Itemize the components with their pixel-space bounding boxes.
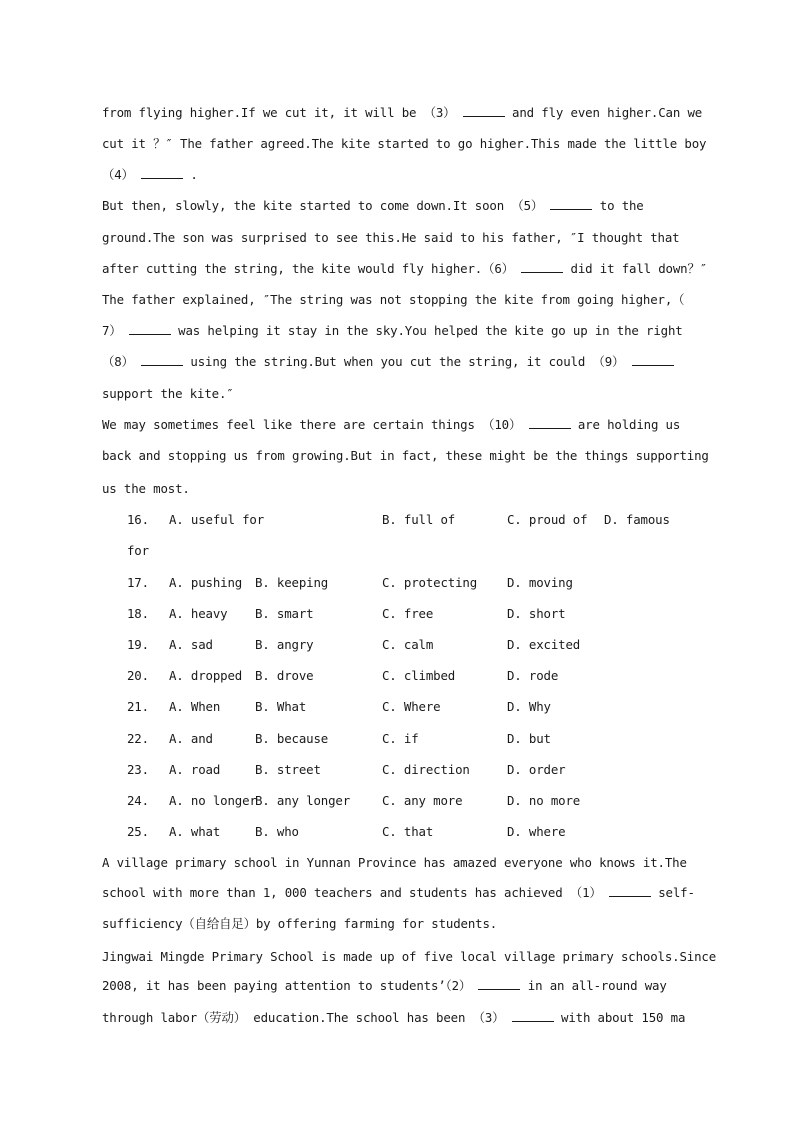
option-a: A. what — [169, 824, 221, 839]
question-number: 20. — [127, 668, 149, 683]
answer-blank — [609, 885, 651, 897]
passage-line — [102, 417, 694, 433]
option-d: D. but — [507, 731, 551, 746]
text: with about 150 ma — [553, 1010, 686, 1025]
text: using the string.But when you cut the string, it could （9） — [183, 354, 632, 369]
option-c: C. proud of — [507, 512, 588, 527]
question-number: 22. — [127, 731, 149, 746]
option-d: D. rode — [507, 668, 559, 683]
text: （8） — [102, 354, 142, 369]
option-c: C. protecting — [382, 575, 478, 590]
answer-blank — [550, 198, 592, 210]
passage-line — [102, 105, 703, 121]
option-b: B. What — [255, 699, 307, 714]
passage-line — [102, 167, 694, 183]
text: was helping it stay in the sky.You helped the kite go up in the right — [170, 323, 683, 338]
option-b: B. any longer — [255, 793, 351, 808]
text: self- — [650, 885, 695, 900]
question-number: 18. — [127, 606, 149, 621]
text: （4） — [102, 167, 142, 182]
option-c: C. climbed — [382, 668, 456, 683]
option-a: A. useful for — [169, 512, 265, 527]
text: did it fall down？″ — [563, 261, 708, 276]
option-b: B. keeping — [255, 575, 329, 590]
option-b: B. full of — [382, 512, 456, 527]
answer-blank — [632, 354, 674, 366]
passage-line — [102, 198, 694, 214]
option-d: D. Why — [507, 699, 551, 714]
answer-blank — [521, 261, 563, 273]
passage-line: A village primary school in Yunnan Province has amazed everyone who knows it.The — [102, 855, 687, 870]
passage-line — [102, 261, 708, 277]
passage-line: sufficiency（自给自足）by offering farming for students. — [102, 916, 498, 931]
option-b: B. street — [255, 762, 321, 777]
passage-line: ground.The son was surprised to see this.He said to his father, ″I thought that — [102, 230, 680, 245]
option-b: B. who — [255, 824, 299, 839]
option-d: D. short — [507, 606, 566, 621]
option-a: A. heavy — [169, 606, 228, 621]
passage-line: The father explained, ″The string was not stopping the kite from going higher,（ — [102, 292, 685, 307]
question-number: 25. — [127, 824, 149, 839]
text: after cutting the string, the kite would fly higher.（6） — [102, 261, 522, 276]
text: and fly even higher.Can we — [504, 105, 703, 120]
option-d: D. famous — [604, 512, 670, 527]
question-number: 23. — [127, 762, 149, 777]
answer-blank — [478, 978, 520, 990]
answer-blank — [141, 354, 183, 366]
text: 7） — [102, 323, 129, 338]
option-b: B. smart — [255, 606, 314, 621]
passage-line — [102, 1010, 694, 1026]
option-a: A. road — [169, 762, 221, 777]
option-c: C. any more — [382, 793, 463, 808]
text: We may sometimes feel like there are certain things （10） — [102, 417, 529, 432]
option-c: C. Where — [382, 699, 441, 714]
text: . — [183, 167, 198, 182]
passage-line — [102, 323, 694, 339]
option-b: B. angry — [255, 637, 314, 652]
text: through labor（劳动） education.The school has been （3） — [102, 1010, 512, 1025]
question-number: 19. — [127, 637, 149, 652]
text: 2008, it has been paying attention to students’（2） — [102, 978, 479, 993]
option-a: A. pushing — [169, 575, 243, 590]
passage-line: support the kite.″ — [102, 386, 234, 401]
option-a: A. dropped — [169, 668, 243, 683]
option-a: A. no longer — [169, 793, 257, 808]
question-number: 21. — [127, 699, 149, 714]
text: school with more than 1, 000 teachers and students has achieved （1） — [102, 885, 609, 900]
option-c: C. calm — [382, 637, 434, 652]
option-d: D. excited — [507, 637, 581, 652]
text: to the — [592, 198, 644, 213]
option-c: C. free — [382, 606, 434, 621]
passage-line — [102, 354, 694, 370]
passage-line — [102, 978, 694, 994]
answer-blank — [512, 1010, 554, 1022]
answer-blank — [141, 167, 183, 179]
passage-line: back and stopping us from growing.But in fact, these might be the things supporting — [102, 448, 709, 463]
option-d-wrap: for — [127, 543, 149, 558]
option-c: C. if — [382, 731, 419, 746]
text: from flying higher.If we cut it, it will be （3） — [102, 105, 463, 120]
option-c: C. that — [382, 824, 434, 839]
option-c: C. direction — [382, 762, 470, 777]
text: But then, slowly, the kite started to come down.It soon （5） — [102, 198, 551, 213]
passage-line — [102, 885, 694, 901]
option-d: D. where — [507, 824, 566, 839]
option-b: B. drove — [255, 668, 314, 683]
option-a: A. and — [169, 731, 213, 746]
option-a: A. sad — [169, 637, 213, 652]
answer-blank — [129, 323, 171, 335]
option-d: D. order — [507, 762, 566, 777]
option-a: A. When — [169, 699, 221, 714]
question-number: 17. — [127, 575, 149, 590]
passage-line: Jingwai Mingde Primary School is made up of five local village primary schools.Since — [102, 949, 717, 964]
answer-blank — [463, 105, 505, 117]
question-number: 16. — [127, 512, 149, 527]
passage-line: us the most. — [102, 481, 190, 496]
question-number: 24. — [127, 793, 149, 808]
option-b: B. because — [255, 731, 329, 746]
option-d: D. no more — [507, 793, 581, 808]
passage-line: cut it ？″ The father agreed.The kite started to go higher.This made the little boy — [102, 136, 707, 151]
text: are holding us — [570, 417, 681, 432]
answer-blank — [529, 417, 571, 429]
text: in an all-round way — [520, 978, 667, 993]
option-d: D. moving — [507, 575, 573, 590]
